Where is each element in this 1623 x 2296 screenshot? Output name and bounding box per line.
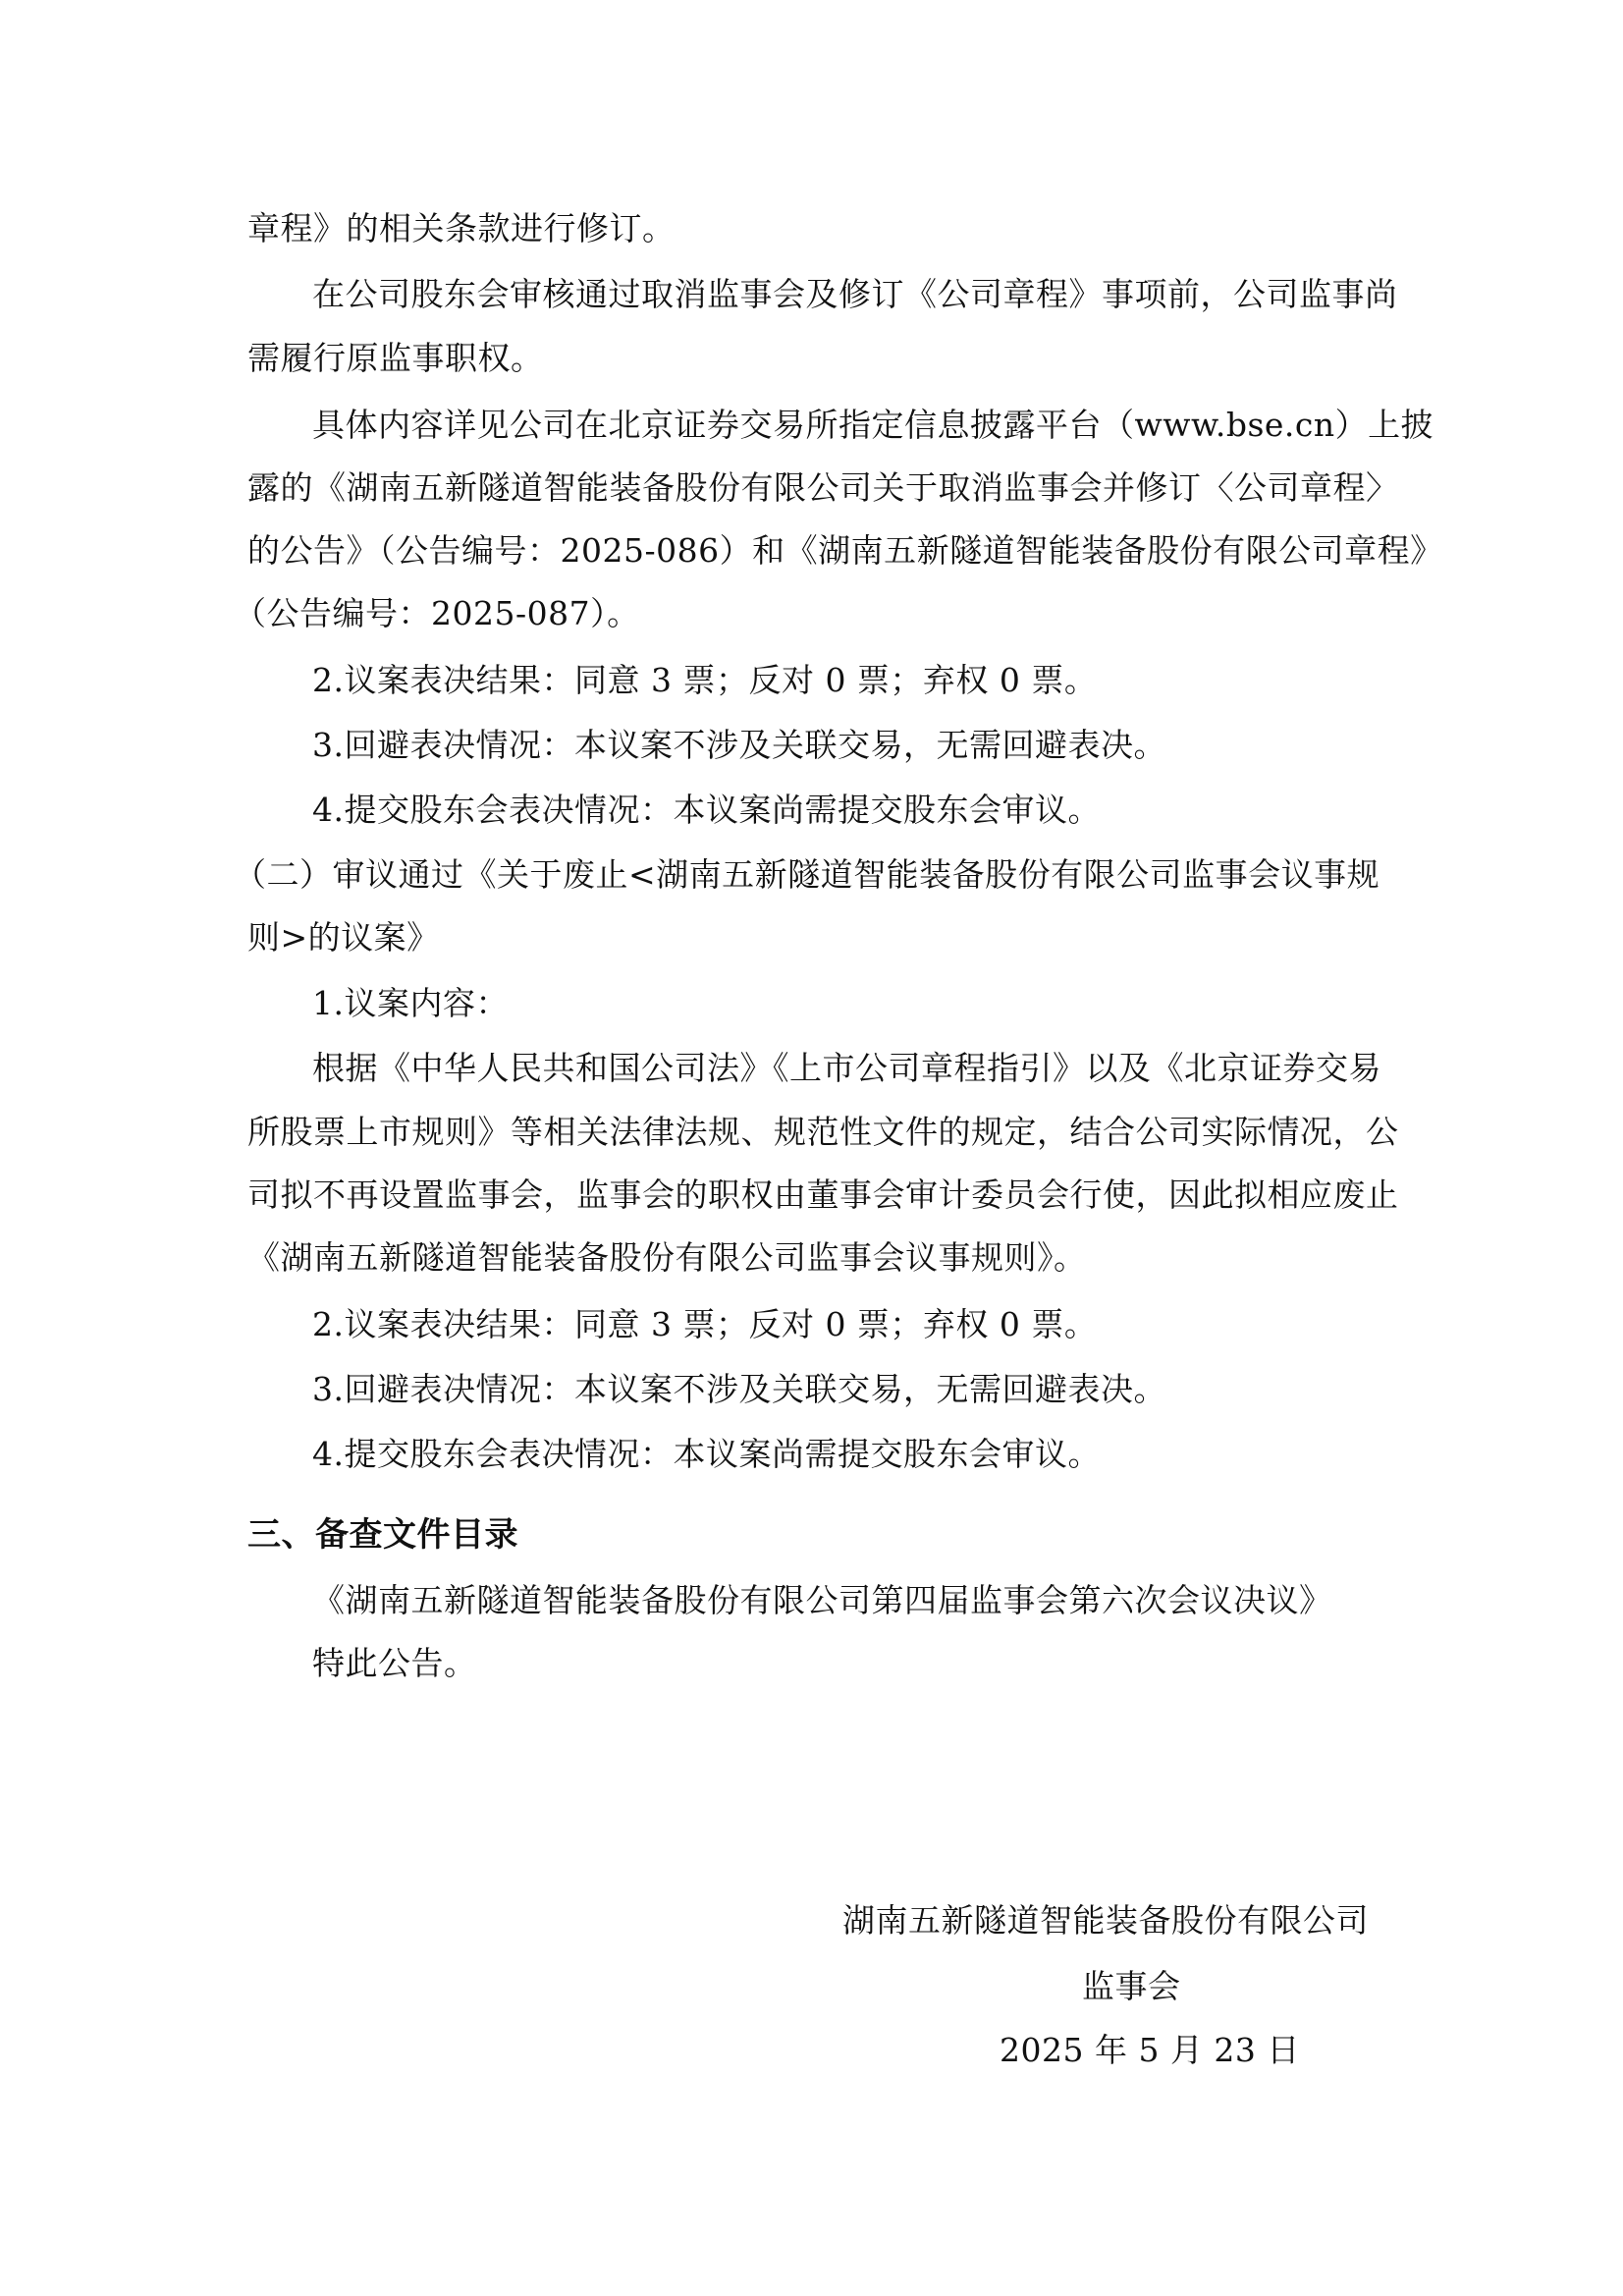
paragraph-line: 司拟不再设置监事会，监事会的职权由董事会审计委员会行使，因此拟相应废止	[247, 1175, 1399, 1214]
list-item: 2.议案表决结果：同意 3 票；反对 0 票；弃权 0 票。	[312, 661, 1098, 699]
paragraph-line: 需履行原监事职权。	[247, 339, 544, 377]
paragraph-line: 具体内容详见公司在北京证券交易所指定信息披露平台（www.bse.cn）上披	[312, 406, 1434, 444]
signature-company: 湖南五新隧道智能装备股份有限公司	[842, 1901, 1369, 1940]
paragraph-line: 《湖南五新隧道智能装备股份有限公司监事会议事规则》。	[247, 1238, 1087, 1277]
signature-date: 2025 年 5 月 23 日	[1000, 2031, 1300, 2069]
list-item: 4.提交股东会表决情况：本议案尚需提交股东会审议。	[312, 791, 1101, 829]
section-heading: （二）审议通过《关于废止<湖南五新隧道智能装备股份有限公司监事会议事规	[234, 855, 1380, 894]
paragraph-line: 章程》的相关条款进行修订。	[247, 209, 676, 247]
list-item: 3.回避表决情况：本议案不涉及关联交易，无需回避表决。	[312, 1370, 1166, 1408]
paragraph-line: 所股票上市规则》等相关法律法规、规范性文件的规定，结合公司实际情况，公	[247, 1113, 1399, 1151]
closing-text: 特此公告。	[312, 1644, 477, 1682]
paragraph-line: 在公司股东会审核通过取消监事会及修订《公司章程》事项前，公司监事尚	[312, 275, 1398, 313]
list-item: 2.议案表决结果：同意 3 票；反对 0 票；弃权 0 票。	[312, 1305, 1098, 1343]
signature-board: 监事会	[1082, 1967, 1181, 2005]
paragraph-line: （公告编号：2025-087）。	[234, 594, 640, 632]
list-item: 3.回避表决情况：本议案不涉及关联交易，无需回避表决。	[312, 726, 1166, 764]
paragraph-line: 露的《湖南五新隧道智能装备股份有限公司关于取消监事会并修订〈公司章程〉	[247, 468, 1399, 507]
list-item: 1.议案内容：	[312, 984, 509, 1022]
section-title: 三、备查文件目录	[247, 1515, 518, 1555]
section-heading: 则>的议案》	[247, 918, 440, 957]
paragraph-line: 的公告》（公告编号：2025-086）和《湖南五新隧道智能装备股份有限公司章程》	[247, 531, 1443, 570]
list-item: 4.提交股东会表决情况：本议案尚需提交股东会审议。	[312, 1435, 1101, 1473]
reference-file: 《湖南五新隧道智能装备股份有限公司第四届监事会第六次会议决议》	[312, 1581, 1332, 1619]
paragraph-line: 根据《中华人民共和国公司法》《上市公司章程指引》以及《北京证券交易	[312, 1049, 1381, 1087]
